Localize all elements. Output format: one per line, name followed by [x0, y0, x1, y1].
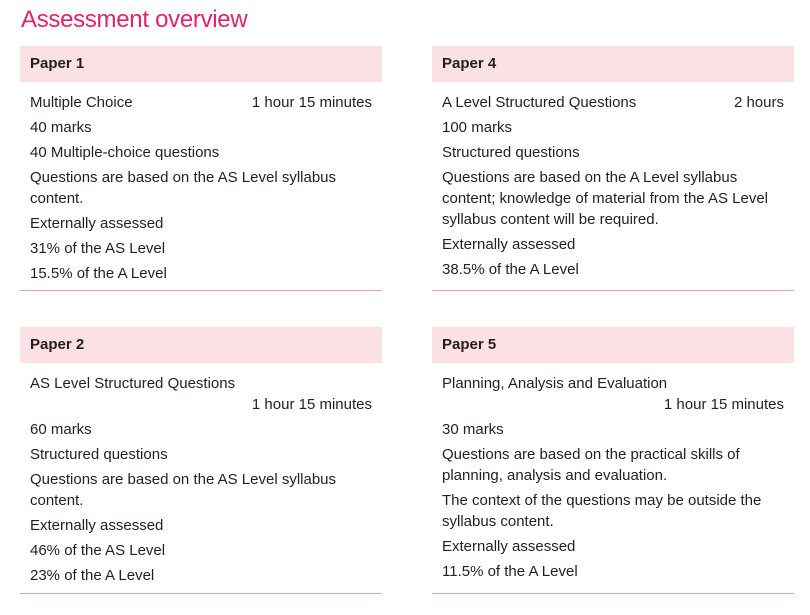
paper-marks: 60 marks [30, 421, 92, 438]
paper-content: Questions are based on the practical skills of planning, analysis and evaluation. [442, 446, 740, 484]
paper-marks: 40 marks [30, 119, 92, 136]
paper-name: AS Level Structured Questions [30, 375, 236, 392]
paper-duration: 1 hour 15 minutes [663, 396, 784, 413]
paper-duration: 1 hour 15 minutes [251, 94, 372, 111]
paper-question-type: Structured questions [442, 144, 580, 161]
paper-heading: Paper 1 [20, 46, 382, 82]
paper-heading: Paper 2 [20, 327, 382, 363]
paper-marks: 30 marks [442, 421, 504, 438]
paper-1-card [20, 46, 382, 291]
paper-assessment: Externally assessed [442, 538, 576, 555]
paper-name: A Level Structured Questions [442, 94, 637, 111]
paper-question-type: Structured questions [30, 446, 168, 463]
paper-name: Multiple Choice [30, 94, 133, 111]
paper-context: The context of the questions may be outside the syllabus content. [442, 492, 762, 530]
page-title: Assessment overview [21, 6, 248, 33]
paper-weighting-as: 31% of the AS Level [30, 240, 166, 257]
paper-duration: 2 hours [733, 94, 784, 111]
paper-2-card [20, 327, 382, 594]
paper-assessment: Externally assessed [30, 517, 164, 534]
paper-duration: 1 hour 15 minutes [251, 396, 372, 413]
paper-content: Questions are based on the A Level syllabus content; knowledge of material from the AS Level syllabus content will be required. [442, 169, 769, 228]
paper-assessment: Externally assessed [30, 215, 164, 232]
paper-content: Questions are based on the AS Level syllabus content. [30, 169, 337, 207]
paper-weighting-a: 15.5% of the A Level [30, 265, 167, 282]
paper-marks: 100 marks [442, 119, 513, 136]
paper-weighting-a: 23% of the A Level [30, 567, 155, 584]
paper-heading: Paper 4 [432, 46, 794, 82]
paper-name: Planning, Analysis and Evaluation [442, 375, 668, 392]
paper-heading: Paper 5 [432, 327, 794, 363]
paper-5-card [432, 327, 794, 594]
paper-assessment: Externally assessed [442, 236, 576, 253]
paper-content: Questions are based on the AS Level syllabus content. [30, 471, 337, 509]
paper-question-type: 40 Multiple-choice questions [30, 144, 220, 161]
paper-weighting-as: 46% of the AS Level [30, 542, 166, 559]
paper-weighting-a: 38.5% of the A Level [442, 261, 579, 278]
paper-weighting-a: 11.5% of the A Level [442, 563, 578, 580]
paper-4-card [432, 46, 794, 291]
